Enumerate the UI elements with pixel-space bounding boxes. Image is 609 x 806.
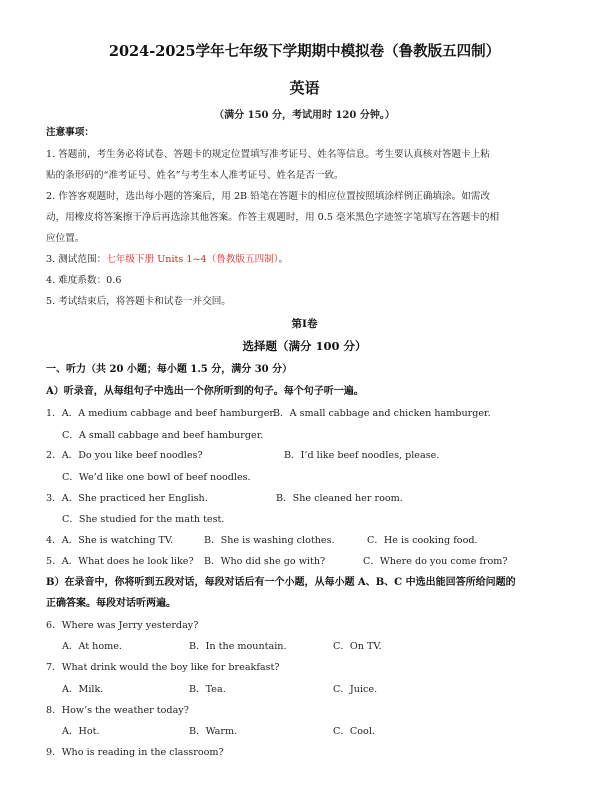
q7-option-b: B．Tea. xyxy=(189,684,226,695)
q6-question: 6．Where was Jerry yesterday? xyxy=(46,620,199,631)
notes-heading: 注意事项： xyxy=(46,127,94,138)
q3-option-c: C．She studied for the math test. xyxy=(62,514,225,525)
q6-option-a: A．At home. xyxy=(62,641,122,652)
note-difficulty: 4. 难度系数：0.6 xyxy=(46,275,122,286)
note-line-1: 1. 答题前，考生务必将试卷、答题卡的规定位置填写准考证号、姓名等信息。考生要认真核对答题卡上粘 xyxy=(46,149,490,160)
scope-prefix: 3. 测试范围： xyxy=(46,254,107,265)
q9-question: 9．Who is reading in the classroom? xyxy=(46,747,224,758)
part1-heading: 一、听力（共 20 小题；每小题 1.5 分，满分 30 分） xyxy=(46,364,293,375)
q4-option-b: B．She is washing clothes. xyxy=(204,535,335,546)
partA-instruction: A）听录音，从每组句子中选出一个你所听到的句子。每个句子听一遍。 xyxy=(46,386,364,397)
q4-option-c: C．He is cooking food. xyxy=(367,535,478,546)
q8-option-a: A．Hot. xyxy=(62,726,100,737)
q8-question: 8．How’s the weather today? xyxy=(46,705,189,716)
partB-instruction-2: 正确答案。每段对话听两遍。 xyxy=(46,598,176,609)
partB-instruction-1: B）在录音中，你将听到五段对话，每段对话后有一个小题，从每小题 A、B、C 中选出能回答所给问题的 xyxy=(46,577,516,588)
q7-question: 7．What drink would the boy like for breakfast? xyxy=(46,662,280,673)
q5-option-a: 5．A．What does he look like? xyxy=(46,556,194,567)
q5-option-b: B．Who did she go with? xyxy=(204,556,326,567)
q2-option-c: C．We’d like one bowl of beef noodles. xyxy=(62,472,251,483)
volume-label: 第Ⅰ卷 xyxy=(291,318,318,330)
score-info: （满分 150 分，考试用时 120 分钟。） xyxy=(214,110,395,121)
q6-option-c: C．On TV. xyxy=(333,641,382,652)
q8-option-b: B．Warm. xyxy=(189,726,238,737)
note-line-4: 动，用橡皮将答案擦干净后再选涂其他答案。作答主观题时，用 0.5 毫米黑色字迹签字笔填写在答题卡的相 xyxy=(46,212,500,223)
q5-option-c: C．Where do you come from? xyxy=(363,556,508,567)
q1-option-b: B．A small cabbage and chicken hamburger. xyxy=(273,408,491,419)
q7-option-c: C．Juice. xyxy=(333,684,378,695)
q2-option-a: 2．A．Do you like beef noodles? xyxy=(46,450,203,461)
note-scope xyxy=(46,254,288,266)
q2-option-b: B．I’d like beef noodles, please. xyxy=(284,450,440,461)
note-line-5: 应位置。 xyxy=(46,233,85,244)
page-title: 2024-2025学年七年级下学期期中模拟卷（鲁教版五四制） xyxy=(108,43,501,60)
subject-title: 英语 xyxy=(289,79,320,97)
q7-option-a: A．Milk. xyxy=(62,684,104,695)
q3-option-b: B．She cleaned her room. xyxy=(276,493,403,504)
note-end: 5. 考试结束后，将答题卡和试卷一并交回。 xyxy=(46,296,231,307)
q1-option-a: 1．A．A medium cabbage and beef hamburger. xyxy=(46,408,276,419)
q8-option-c: C．Cool. xyxy=(333,726,375,737)
note-line-3: 2. 作答客观题时，选出每小题的答案后，用 2B 铅笔在答题卡的相应位置按照填涂样例正确填涂。如需改 xyxy=(46,191,490,202)
scope-suffix: 。 xyxy=(278,254,289,265)
scope-range: 七年级下册 Units 1~4（鲁教版五四制） xyxy=(106,254,279,265)
q6-option-b: B．In the mountain. xyxy=(189,641,287,652)
q1-option-c: C．A small cabbage and beef hamburger. xyxy=(62,430,264,441)
section-title: 选择题（满分 100 分） xyxy=(242,339,367,353)
q3-option-a: 3．A．She practiced her English. xyxy=(46,493,208,504)
note-line-2: 贴的条形码的“准考证号、姓名”与考生本人准考证号、姓名是否一致。 xyxy=(46,170,344,181)
q4-option-a: 4．A．She is watching TV. xyxy=(46,535,174,546)
